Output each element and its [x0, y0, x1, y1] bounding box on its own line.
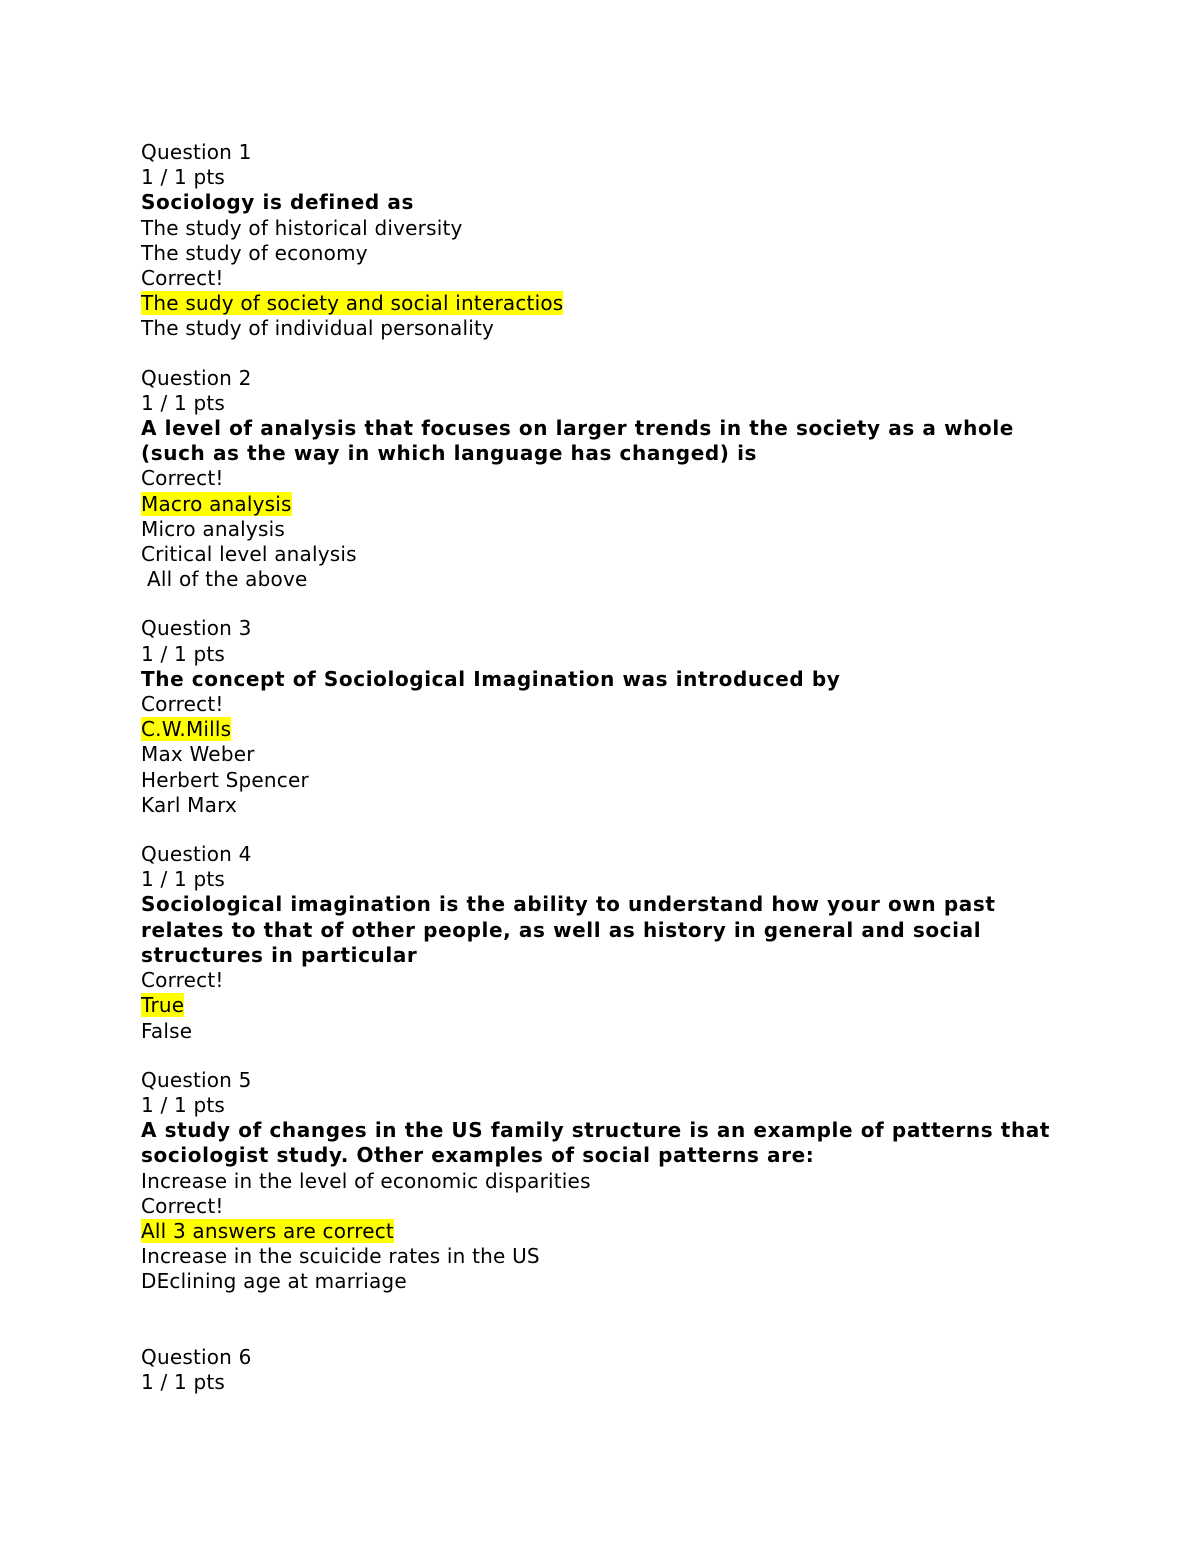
question-points: 1 / 1 pts	[141, 390, 226, 415]
question-prompt: The concept of Sociological Imagination was introduced by	[141, 666, 841, 691]
answer-option-correct: The sudy of society and social interactios	[141, 291, 564, 316]
answer-option: Micro analysis	[141, 516, 285, 541]
answer-option: Karl Marx	[141, 792, 237, 817]
question-6	[141, 1345, 1061, 1395]
question-points: 1 / 1 pts	[141, 165, 226, 190]
answer-option-correct: True	[141, 993, 185, 1018]
answer-option: Increase in the level of economic disparities	[141, 1168, 591, 1193]
question-title: Question 4	[141, 842, 252, 867]
question-points: 1 / 1 pts	[141, 641, 226, 666]
question-title: Question 5	[141, 1067, 252, 1092]
answer-option: The study of economy	[141, 240, 368, 265]
question-points: 1 / 1 pts	[141, 1092, 226, 1117]
answer-option: The study of individual personality	[141, 316, 495, 341]
question-points: 1 / 1 pts	[141, 867, 226, 892]
question-5	[141, 1068, 1061, 1295]
question-prompt: Sociological imagination is the ability to understand how your own past relates to that of other people, as well as history in general and social structures in particular	[141, 892, 996, 967]
answer-option: Max Weber	[141, 742, 255, 767]
question-title: Question 1	[141, 140, 252, 164]
answer-option: The study of historical diversity	[141, 215, 463, 240]
question-prompt: A level of analysis that focuses on larger trends in the society as a whole (such as the way in which language has changed) is	[141, 416, 1014, 466]
correct-label: Correct!	[141, 692, 224, 717]
answer-option: Increase in the scuicide rates in the US	[141, 1244, 540, 1269]
answer-option-correct: Macro analysis	[141, 491, 292, 516]
question-points: 1 / 1 pts	[141, 1369, 226, 1394]
answer-option: False	[141, 1018, 193, 1043]
answer-option-correct: C.W.Mills	[141, 717, 232, 742]
correct-label: Correct!	[141, 1193, 224, 1218]
question-1	[141, 140, 1061, 342]
question-title: Question 3	[141, 616, 252, 641]
question-prompt: A study of changes in the US family structure is an example of patterns that sociologist study. Other examples of social patterns are:	[141, 1118, 1051, 1168]
question-prompt: Sociology is defined as	[141, 190, 414, 215]
answer-option: All of the above	[147, 567, 308, 592]
question-3	[141, 616, 1061, 818]
question-2	[141, 366, 1061, 593]
question-title: Question 2	[141, 365, 252, 390]
answer-option: DEclining age at marriage	[141, 1269, 407, 1294]
answer-option: Herbert Spencer	[141, 767, 309, 792]
correct-label: Correct!	[141, 266, 224, 291]
question-title: Question 6	[141, 1344, 252, 1369]
correct-label: Correct!	[141, 466, 224, 491]
correct-label: Correct!	[141, 968, 224, 993]
document-page	[141, 140, 1061, 1395]
question-4	[141, 842, 1061, 1044]
answer-option-correct: All 3 answers are correct	[141, 1218, 394, 1243]
answer-option: Critical level analysis	[141, 542, 357, 567]
